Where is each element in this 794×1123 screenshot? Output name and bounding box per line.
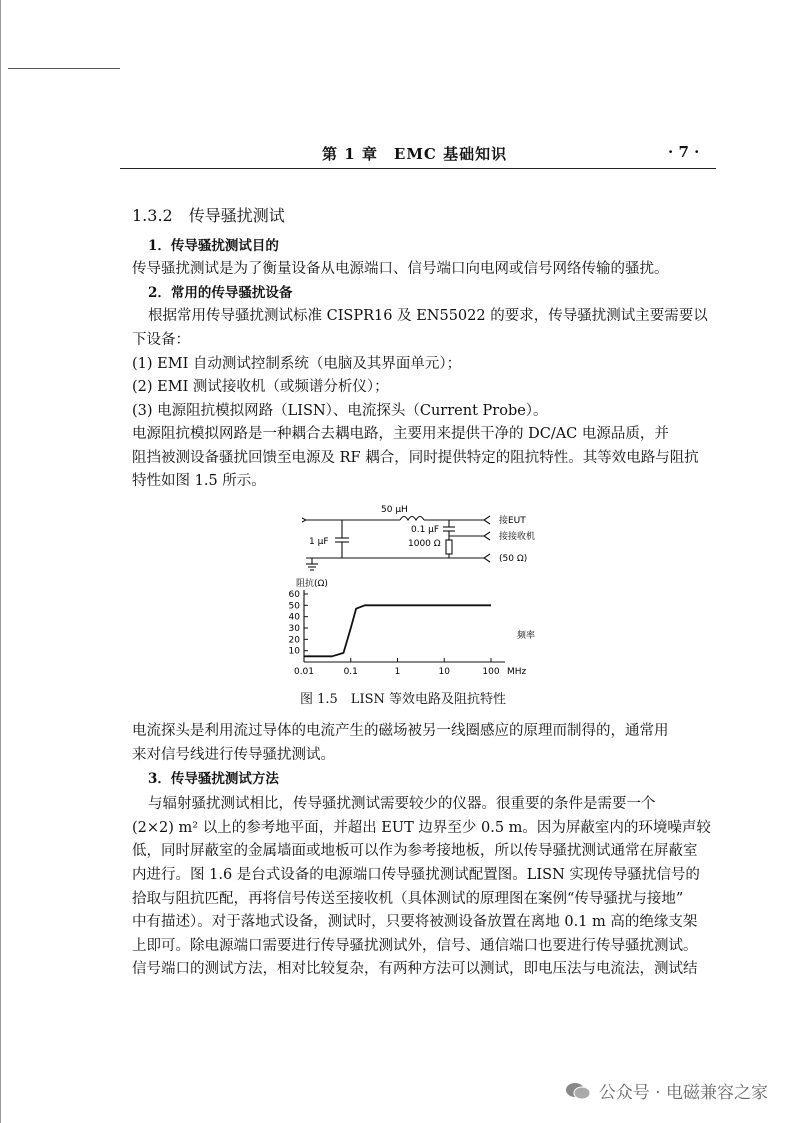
subheading-method: 3．传导骚扰测试方法 xyxy=(148,771,279,787)
paragraph-line: 信号端口的测试方法，相对比较复杂，有两种方法可以测试，即电压法与电流法，测试结 xyxy=(132,961,698,977)
paragraph-line: 根据常用传导骚扰测试标准 CISPR16 及 EN55022 的要求，传导骚扰测试主要需要以 xyxy=(148,308,708,324)
running-header-chapter: 第 1 章 EMC 基础知识 xyxy=(322,145,508,163)
paragraph-line: 电源阻抗模拟网路是一种耦合去耦电路，主要用来提供干净的 DC/AC 电源品质，并 xyxy=(132,426,669,442)
lisn-circuit xyxy=(302,516,490,570)
paragraph-line: 上即可。除电源端口需要进行传导骚扰测试外，信号、通信端口也要进行传导骚扰测试。 xyxy=(132,938,698,954)
subheading-equipment: 2．常用的传导骚扰设备 xyxy=(148,285,293,301)
resistor-label: 1000 Ω xyxy=(408,539,441,549)
capacitor-1-label: 1 μF xyxy=(309,537,329,547)
list-item: (3) 电源阻抗模拟网路（LISN）、电流探头（Current Probe）。 xyxy=(132,403,548,419)
capacitor-2-label: 0.1 μF xyxy=(411,525,440,535)
paragraph-line: 拾取与阻抗匹配，再将信号传送至接收机（具体测试的原理图在案例“传导骚扰与接地” xyxy=(132,891,684,907)
paragraph-line: 传导骚扰测试是为了衡量设备从电源端口、信号端口向电网或信号网络传输的骚扰。 xyxy=(132,261,669,277)
paragraph-line: 内进行。图 1.6 是台式设备的电源端口传导骚扰测试配置图。LISN 实现传导骚扰信号的 xyxy=(132,867,700,883)
x-tick-label: 10 xyxy=(438,667,450,677)
x-tick-label: 100 xyxy=(482,667,500,677)
inductor-label: 50 μH xyxy=(381,505,408,515)
impedance-curve xyxy=(304,605,491,656)
eut-port-label: 接EUT xyxy=(499,516,526,526)
y-tick-label: 20 xyxy=(288,635,300,646)
page-number: · 7 · xyxy=(668,143,700,161)
wechat-icon xyxy=(565,1081,591,1101)
page-left-edge xyxy=(0,0,1,1123)
watermark xyxy=(565,1078,768,1103)
header-rule xyxy=(120,168,716,169)
paragraph-line: 阻挡被测设备骚扰回馈至电源及 RF 耦合，同时提供特定的阻抗特性。其等效电路与阻抗 xyxy=(132,450,699,466)
y-tick-label: 50 xyxy=(288,601,300,612)
paragraph-line: 低，同时屏蔽室的金属墙面或地板可以作为参考接地板，所以传导骚扰测试通常在屏蔽室 xyxy=(132,843,698,859)
paragraph-line: 中有描述）。对于落地式设备，测试时，只要将被测设备放置在离地 0.1 m 高的绝缘支架 xyxy=(132,914,698,930)
y-tick-label: 60 xyxy=(288,590,300,600)
list-item: (1) EMI 自动测试控制系统（电脑及其界面单元）； xyxy=(132,356,462,372)
receiver-port-label: 接接收机 xyxy=(499,532,536,542)
impedance-chart xyxy=(289,577,535,677)
subheading-purpose: 1．传导骚扰测试目的 xyxy=(148,238,279,254)
x-tick-label: 0.1 xyxy=(343,667,358,677)
resistor-symbol xyxy=(446,540,452,554)
section-title: 1.3.2 传导骚扰测试 xyxy=(132,206,285,225)
paragraph-line: 特性如图 1.5 所示。 xyxy=(132,473,266,489)
paragraph-line: 与辐射骚扰测试相比，传导骚扰测试需要较少的仪器。很重要的条件是需要一个 xyxy=(148,796,656,812)
inductor-coil xyxy=(400,517,424,521)
x-tick-label: 0.01 xyxy=(293,667,315,677)
y-tick-label: 40 xyxy=(288,612,300,623)
list-item: (2) EMI 测试接收机（或频谱分析仪）； xyxy=(132,379,389,395)
figure-caption: 图 1.5 LISN 等效电路及阻抗特性 xyxy=(300,692,506,707)
termination-label: (50 Ω) xyxy=(499,554,528,564)
paragraph-line: 电流探头是利用流过导体的电流产生的磁场被另一线圈感应的原理而制得的，通常用 xyxy=(132,723,669,739)
paragraph-line: 来对信号线进行传导骚扰测试。 xyxy=(132,747,335,763)
scan-mark-line xyxy=(8,68,120,69)
y-tick-label: 30 xyxy=(288,624,300,634)
paragraph-line: 下设备： xyxy=(132,332,190,348)
y-tick-label: 10 xyxy=(288,646,300,657)
watermark-text: 公众号 · 电磁兼容之家 xyxy=(598,1083,768,1103)
x-unit-label: MHz xyxy=(507,667,527,677)
paragraph-line: (2×2) m² 以上的参考地平面，并超出 EUT 边界至少 0.5 m。因为屏蔽室内的环境噪声较 xyxy=(132,820,711,836)
lisn-figure xyxy=(284,500,564,685)
x-tick-label: 1 xyxy=(394,667,401,677)
y-axis-title: 阻抗(Ω) xyxy=(296,579,328,589)
x-axis-title: 频率 xyxy=(517,631,536,641)
